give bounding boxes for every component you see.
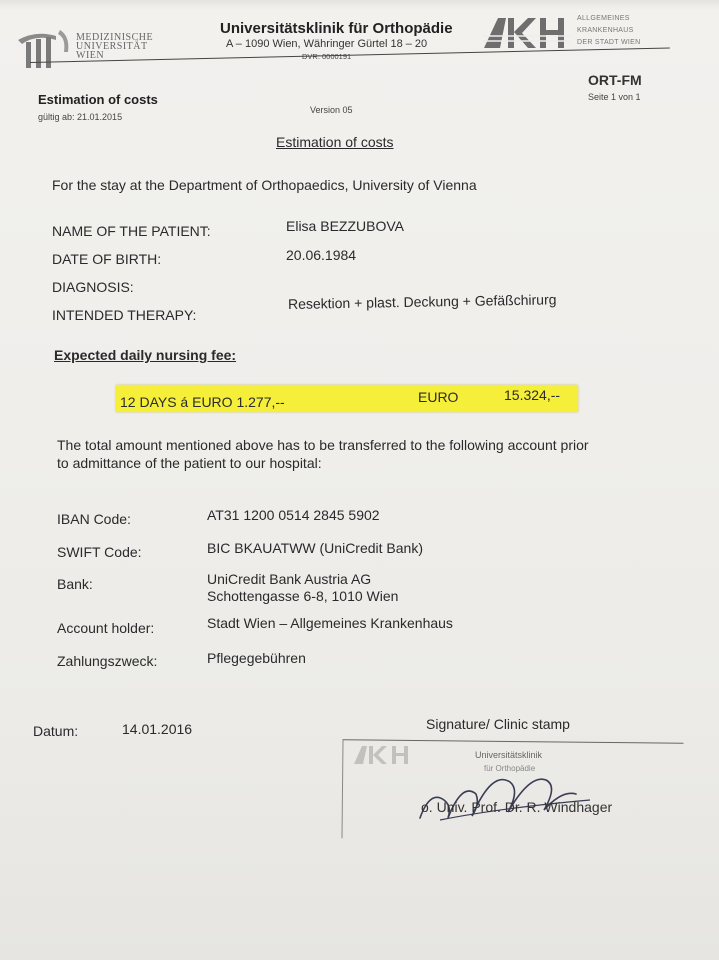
wordmark-line: KRANKENHAUS [577,27,634,34]
transfer-line: to admittance of the patient to our hospital: [57,455,322,471]
birth-date-value: 20.06.1984 [286,247,357,263]
account-holder-label: Account holder: [57,620,155,636]
form-title: Estimation of costs [38,92,158,107]
account-holder-value: Stadt Wien – Allgemeines Krankenhaus [207,615,453,631]
handwritten-signature [400,760,620,830]
swift-label: SWIFT Code: [57,544,142,560]
patient-name-label: NAME OF THE PATIENT: [52,223,211,239]
iban-label: IBAN Code: [57,511,131,527]
wordmark-line: MEDIZINISCHE [76,32,154,43]
diagnosis-label: DIAGNOSIS: [52,279,134,295]
fee-heading: Expected daily nursing fee: [54,347,237,363]
therapy-value: Resektion + plast. Deckung + Gefäßchirurg [287,291,557,312]
akh-hospital-logo [482,14,572,50]
dvr-number: DVR: 0000191 [302,52,352,61]
transfer-instructions [57,436,589,472]
therapy-label: INTENDED THERAPY: [52,307,197,323]
bank-label: Bank: [57,576,93,592]
signature-label: Signature/ Clinic stamp [426,716,570,732]
fee-description: 12 DAYS á EURO 1.277,-- [120,394,285,410]
payment-purpose-value: Pflegegebühren [207,650,306,666]
clinic-name: Universitätsklinik für Orthopädie [220,20,453,37]
form-version: Version 05 [310,105,353,115]
iban-value: AT31 1200 0514 2845 5902 [207,507,380,523]
medical-university-logo [16,26,74,70]
birth-date-label: DATE OF BIRTH: [52,251,162,267]
wordmark-line: WIEN [76,50,105,61]
signer-name: o. Univ. Prof. Dr. R. Windhager [421,799,613,815]
form-id: ORT-FM [588,72,642,88]
form-valid-from: gültig ab: 21.01.2015 [38,112,123,122]
date-value: 14.01.2016 [122,721,193,737]
fee-total: 15.324,-- [504,387,561,403]
wordmark-line: UNIVERSITÄT [76,41,148,52]
wordmark-line: ALLGEMEINES [577,15,630,22]
patient-name-value: Elisa BEZZUBOVA [286,218,404,234]
form-page-number: Seite 1 von 1 [588,92,641,102]
fee-highlight-bar [116,385,578,412]
document-heading: Estimation of costs [276,134,394,150]
stamp-clinic-name: Universitätsklinik [475,750,543,760]
swift-value: BIC BKAUATWW (UniCredit Bank) [207,540,423,556]
akh-wordmark [577,13,640,49]
intro-text: For the stay at the Department of Orthopaedics, University of Vienna [52,177,477,193]
page-shadow [0,0,719,10]
fee-currency: EURO [418,389,459,405]
payment-purpose-label: Zahlungszweck: [57,653,158,669]
date-label: Datum: [33,723,79,739]
clinic-address: A – 1090 Wien, Währinger Gürtel 18 – 20 [226,38,428,50]
stamp-clinic-department: für Orthopädie [484,764,536,773]
bank-address-value: Schottengasse 6-8, 1010 Wien [207,588,399,604]
bank-name-value: UniCredit Bank Austria AG [207,571,372,587]
medical-university-wordmark [76,33,153,60]
wordmark-line: DER STADT WIEN [577,39,641,46]
transfer-line: The total amount mentioned above has to be transferred to the following account prior [57,437,589,453]
